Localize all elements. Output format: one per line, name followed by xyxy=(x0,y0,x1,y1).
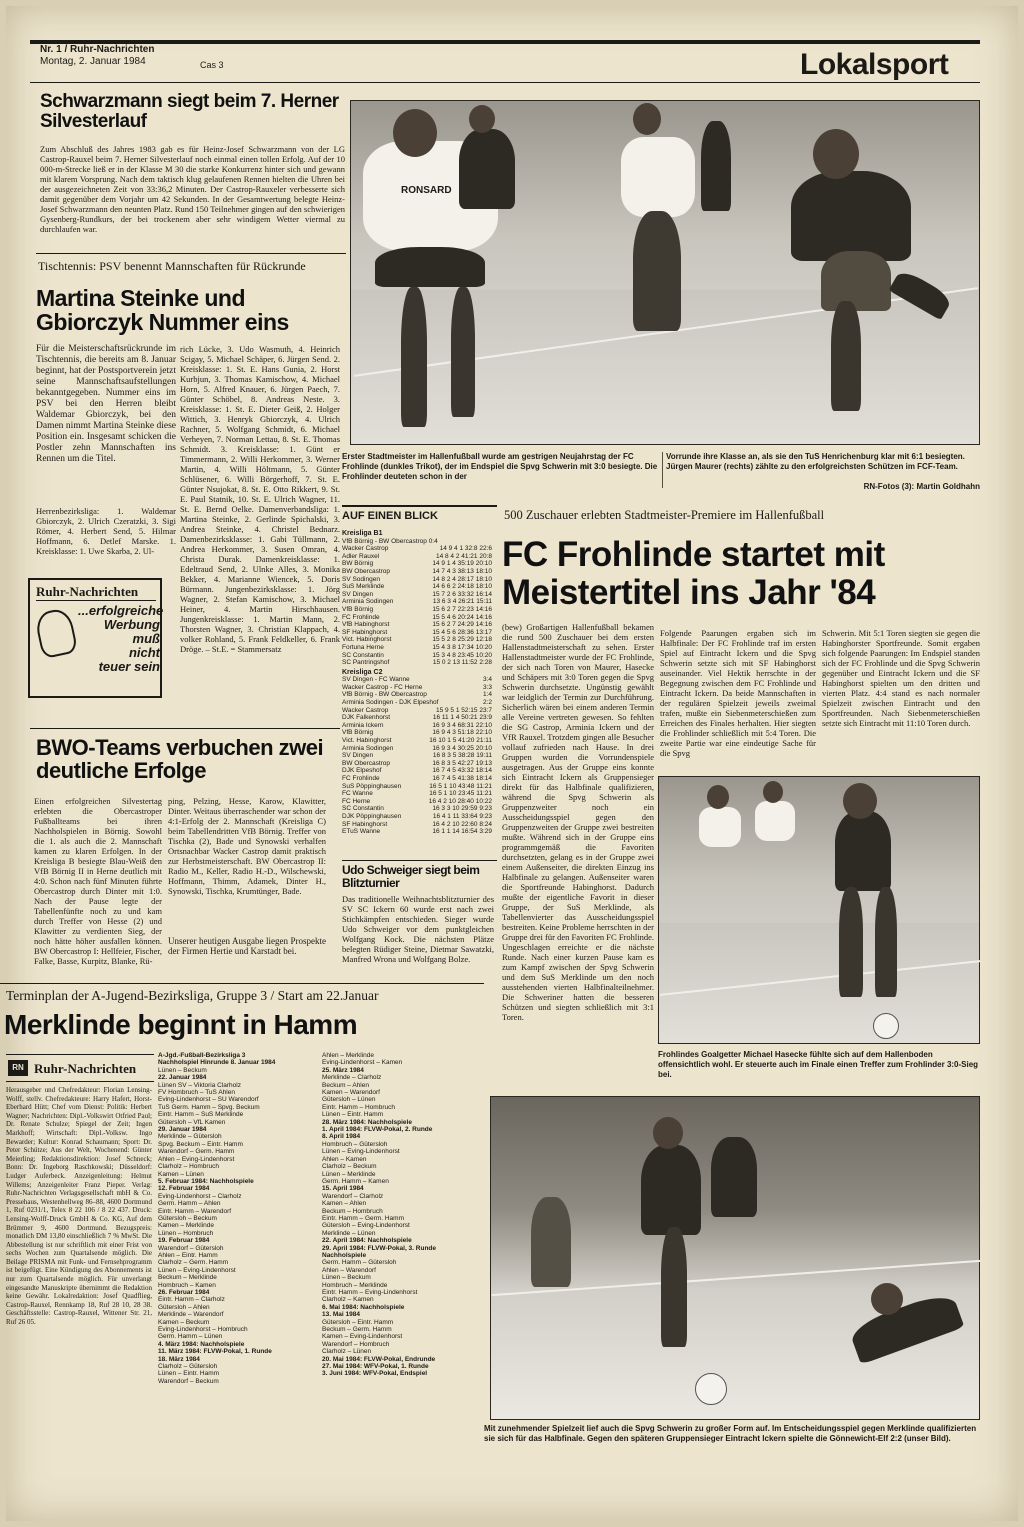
schedule-match: Clarholz – Hombruch xyxy=(158,1163,220,1171)
schedule-date: 3. Juni 1984: WFV-Pokal, Endspiel xyxy=(322,1370,428,1378)
header-rule xyxy=(30,40,980,44)
team-name: SV Dingen - FC Wanne xyxy=(342,676,410,684)
team-name: BW Obercastrop xyxy=(342,567,391,575)
team-name: Vict. Habinghorst xyxy=(342,737,392,745)
schedule-match: Gütersloh – Eving-Lindenhorst xyxy=(322,1222,410,1230)
ad-line5: teuer sein xyxy=(98,659,160,674)
schedule-date: 25. März 1984 xyxy=(322,1066,364,1074)
schedule-match: Clarholz – Gütersloh xyxy=(158,1363,218,1371)
schedule-match: Kamen – Eving-Lindenhorst xyxy=(322,1333,403,1341)
divider xyxy=(342,860,497,861)
schedule-date: 11. März 1984: FLVW-Pokal, 1. Runde xyxy=(158,1348,272,1356)
c2-standings-row xyxy=(342,798,497,806)
team-stats: 16 8 3 5 42:27 19:13 xyxy=(432,759,492,767)
schedule-match: Ahlen – Warendorf xyxy=(322,1266,376,1274)
team-stats: 13 6 3 4 26:21 15:11 xyxy=(432,598,492,606)
schedule-match: Merklinde – Lünen xyxy=(322,1229,376,1237)
art1-headline: Schwarzmann siegt beim 7. Herner Silvesterlauf xyxy=(40,91,339,132)
c2-standings-row xyxy=(342,821,497,829)
team-name: ETuS Wanne xyxy=(342,828,381,836)
schedule-date: 1. April 1984: FLVW-Pokal, 2. Runde xyxy=(322,1126,433,1134)
team-stats: 15 5 2 8 25:29 12:18 xyxy=(432,636,492,644)
issue-date: Montag, 2. Januar 1984 xyxy=(40,56,146,67)
schedule-match: Lünen SV – Viktoria Clarholz xyxy=(158,1081,241,1089)
schedule-match: Lünen – Merklinde xyxy=(322,1170,376,1178)
schedule-match: Warendorf – Gütersloh xyxy=(158,1244,224,1252)
schedule-match: Warendorf – Germ. Hamm xyxy=(158,1148,235,1156)
art3-note: Unserer heutigen Ausgabe liegen Prospekte der Firmen Hertie und Karstadt bei. xyxy=(168,936,326,956)
schedule-date: 5. Februar 1984: Nachholspiele xyxy=(158,1177,254,1185)
b1-standings-row xyxy=(342,644,497,652)
c2-standings-row xyxy=(342,813,497,821)
c2-result-row xyxy=(342,676,497,684)
schedule-date: Nachholspiele xyxy=(322,1251,367,1259)
team-name: SC Pantringshof xyxy=(342,659,390,667)
team-stats: 16 8 3 5 38:28 19:11 xyxy=(432,752,492,760)
ad-line2: Werbung xyxy=(103,617,160,632)
team-name: SuS Pöppinghausen xyxy=(342,782,402,790)
schedule-match: Eving-Lindenhorst – Hombruch xyxy=(158,1326,248,1334)
team-stats: 16 7 4 5 43:32 18:14 xyxy=(432,767,492,775)
page-code: Cas 3 xyxy=(200,60,224,70)
b1-standings-row xyxy=(342,568,497,576)
c2-standings-row xyxy=(342,767,497,775)
b1-standings-row xyxy=(342,636,497,644)
team-name: VfB Habinghorst xyxy=(342,621,390,629)
schedule-date: Nachholspiel Hinrunde 8. Januar 1984 xyxy=(158,1059,276,1067)
schedule-match: Gütersloh – Lünen xyxy=(322,1096,376,1104)
team-name: SuS Merklinde xyxy=(342,583,385,591)
art3-headline: BWO-Teams verbuchen zwei deutliche Erfolge xyxy=(36,735,324,784)
schedule-date: 6. Mai 1984: Nachholspiele xyxy=(322,1303,405,1311)
main-headline: FC Frohlinde startet mit Meistertitel ins Jahr '84 xyxy=(502,535,885,612)
divider xyxy=(36,253,346,254)
schedule-match: Ahlen – Eving-Lindenhorst xyxy=(158,1155,235,1163)
b1-standings-row xyxy=(342,621,497,629)
team-name: Wacker Castrop xyxy=(342,706,389,714)
team-stats: 15 0 2 13 11:52 2:28 xyxy=(432,659,492,667)
team-stats: 16 1 1 14 16:54 3:29 xyxy=(432,828,492,836)
team-name: FC Herne xyxy=(342,797,371,805)
team-stats: 16 9 3 4 30:25 20:10 xyxy=(432,744,492,752)
art2-headline: Martina Steinke und Gbiorczyk Nummer eins xyxy=(36,285,289,336)
c2-standings-row xyxy=(342,722,497,730)
schedule-match: Kamen – Merklinde xyxy=(158,1222,214,1230)
b1-standings-row xyxy=(342,629,497,637)
schedule-match: Eintr. Hamm – SuS Merklinde xyxy=(158,1111,244,1119)
schedule-match: Lünen – Eving-Lindenhorst xyxy=(158,1266,236,1274)
schedule-match: TuS Germ. Hamm – Spvg. Beckum xyxy=(158,1103,260,1111)
schedule-date: 22. April 1984: Nachholspiele xyxy=(322,1237,412,1245)
c2-standings-row xyxy=(342,783,497,791)
team-name: FC Frohlinde xyxy=(342,775,380,782)
team-stats: 15 4 3 8 17:34 10:20 xyxy=(432,643,492,651)
team-stats: 1:4 xyxy=(482,691,492,699)
team-stats: 16 5 1 10 23:45 11:21 xyxy=(429,790,492,798)
c2-standings-row xyxy=(342,745,497,753)
schedule-match: Merklinde – Warendorf xyxy=(158,1311,224,1319)
schedule-match: Germ. Hamm – Lünen xyxy=(158,1333,223,1341)
art2-kicker: Tischtennis: PSV benennt Mannschaften für Rückrunde xyxy=(38,259,306,273)
schedule-match: Eving-Lindenhorst – SU Warendorf xyxy=(158,1096,259,1104)
shirt-text: RONSARD xyxy=(401,185,452,196)
schedule-match: Lünen – Eving-Lindenhorst xyxy=(322,1148,400,1156)
schedule-match: Beckum – Hombruch xyxy=(322,1207,383,1215)
schedule-match: Ahlen – Merklinde xyxy=(322,1052,375,1059)
team-stats: 16 9 4 3 51:18 22:10 xyxy=(432,729,492,737)
team-name: VfB Börnig xyxy=(342,605,374,613)
schedule-match: Eintr. Hamm – Eving-Lindenhorst xyxy=(322,1289,418,1296)
schedule-match: Gütersloh – Ahlen xyxy=(158,1303,210,1311)
hand-icon xyxy=(34,607,79,659)
masthead xyxy=(40,44,154,68)
schedule-date: 13. Mai 1984 xyxy=(322,1311,360,1319)
main-body-col2: Folgende Paarungen ergaben sich im Halbfinale: Der FC Frohlinde traf im ersten Spiel auf Eintracht Ickern und die Spvg Schwerin setzte sich mit SF Habinghorst auseinander. Viel Hektik herrschte in der Begegnung zwischen dem FC Frohlinde und Eintracht Ickern. Da beide Mannschaften in der regulären Spielzeit jeweils zweimal trafen, mußte ein Siebenmeterschießen zum Erreichen des Finales herhalten. Hier siegten die Frohlinder schließlich mit 5:4 Toren. Die zweite Partie war eine eindeutige Sache für die Spvg xyxy=(660,628,816,758)
schedule-match: Lünen – Eintr. Hamm xyxy=(158,1370,220,1378)
team-name: SF Habinghorst xyxy=(342,820,388,828)
c2-standings-row xyxy=(342,760,497,768)
schedule-match: Gütersloh – Beckum xyxy=(158,1214,217,1222)
photo1-caption-right: Vorrunde ihre Klasse an, als sie den TuS Henrichenburg klar mit 6:1 besiegten. Jürgen Maurer (rechts) zählte zu den erfolgreichsten Schützen im FCF-Team. xyxy=(666,452,965,471)
schedule-match: Warendorf – Hombruch xyxy=(322,1340,390,1348)
team-stats: 3:4 xyxy=(482,676,492,684)
team-name: BW Börnig xyxy=(342,560,374,568)
schedule-match: Eving-Lindenhorst – Clarholz xyxy=(158,1192,242,1200)
header-divider xyxy=(30,82,980,83)
c2-result-row xyxy=(342,691,497,699)
team-name: Adler Rauxel xyxy=(342,552,380,560)
b1-standings-row xyxy=(342,545,497,553)
table-title: AUF EINEN BLICK xyxy=(342,510,438,522)
team-name: SV Dingen xyxy=(342,590,374,598)
schedule-date: 4. März 1984: Nachholspiele xyxy=(158,1340,245,1348)
c2-standings-row xyxy=(342,828,497,836)
schedule-date: 27. Mai 1984: WFV-Pokal, 1. Runde xyxy=(322,1363,429,1371)
ad-brand: Ruhr-Nachrichten xyxy=(36,584,156,601)
schedule-date: 29. April 1984: FLVW-Pokal, 3. Runde xyxy=(322,1244,437,1252)
team-name: Arminia Sodingen xyxy=(342,598,394,606)
c2-standings-row xyxy=(342,790,497,798)
standings-table xyxy=(342,530,497,836)
main-kicker: 500 Zuschauer erlebten Stadtmeister-Premiere im Hallenfußball xyxy=(504,508,825,522)
team-name: Arminia Sodingen - DJK Elpeshof xyxy=(342,699,439,707)
team-stats: 15 5 4 6 20:24 14:16 xyxy=(432,613,492,621)
c2-standings-row xyxy=(342,707,497,715)
schedule-match: Beckum – Merklinde xyxy=(158,1274,217,1282)
divider xyxy=(342,505,497,507)
team-name: SC Constantin xyxy=(342,805,384,813)
photo1-caption-left: Erster Stadtmeister im Hallenfußball wurde am gestrigen Neujahrstag der FC Frohlinde (dunkles Trikot), der im Endspiel die Spvg Schwerin mit 3:0 besiegte. Die Frohlinder deuteten schon in der xyxy=(342,452,658,481)
section-title: Lokalsport xyxy=(800,48,949,81)
team-stats: 14 9 4 1 32:8 22:6 xyxy=(439,545,492,553)
art4-body: Das traditionelle Weihnachtsblitzturnier des SV SC Ickern 60 wurde erst nach zwei Stichkämpfen entschieden. Sieger wurde Udo Schweiger vor dem punktgleichen Wolfgang Kock. Die nächsten Plätze belegten Rüdiger Steine, Dietmar Sawatzki, Manfred Wrona und Wolfgang Bolze. xyxy=(342,894,494,964)
schedule-match: Eintr. Hamm – Germ. Hamm xyxy=(322,1214,404,1222)
rn-logo: RN xyxy=(8,1060,28,1076)
team-stats: 2:2 xyxy=(482,699,492,707)
b1-standings-row xyxy=(342,591,497,599)
team-name: Arminia Ickern xyxy=(342,721,384,729)
b1-standings-row xyxy=(342,598,497,606)
team-name: Wacker Castrop xyxy=(342,545,389,553)
team-stats: 16 3 3 10 29:59 9:23 xyxy=(432,805,492,813)
team-stats: 15 7 2 6 33:32 16:14 xyxy=(432,590,492,598)
schedule-date: 22. Januar 1984 xyxy=(158,1074,207,1082)
team-stats: 16 4 2 10 22:60 8:24 xyxy=(432,820,492,828)
photo-hallenfussball-3 xyxy=(490,1096,980,1420)
schedule-match: Beckum – Ahlen xyxy=(322,1081,369,1089)
team-name: Vict. Habinghorst xyxy=(342,636,392,644)
c2-result-row xyxy=(342,699,497,707)
ad-line1: ...erfolgreiche xyxy=(78,603,164,618)
team-name: FC Frohlinde xyxy=(342,613,380,621)
c2-standings-row xyxy=(342,714,497,722)
c2-standings-row xyxy=(342,775,497,783)
team-stats: 15 3 4 8 23:45 10:20 xyxy=(432,651,492,659)
schedule-match: Eving-Lindenhorst – Kamen xyxy=(322,1059,403,1067)
caption-divider xyxy=(662,452,663,488)
team-stats: 14 9 1 4 35:19 20:10 xyxy=(432,560,492,568)
impressum-brand: Ruhr-Nachrichten xyxy=(34,1061,137,1076)
photo3-caption: Mit zunehmender Spielzeit lief auch die Spvg Schwerin zu großer Form auf. Im Entscheidungsspiel gegen Merklinde qualifizierten sie sich für das Halbfinale. Gegen den späteren Gruppensieger Eintracht Ickern spielte die Gönnewicht-Elf 2:2 (unser Bild). xyxy=(484,1424,977,1443)
b1-standings-row xyxy=(342,614,497,622)
team-stats: 16 4 2 10 28:40 10:22 xyxy=(428,797,492,805)
art3-body-col2: ping, Pelzing, Hesse, Karow, Klawitter, Dinter. Weitaus überraschender war schon der 4:1-Erfolg der 2. Mannschaft (Kreisliga C) beim Tabellendritten VfB Börnig. Treffer von Tischka (2), Bade und Synowski verhalfen Ortsnachbar Wacker Castrop damit praktisch zur Herbstmeisterschaft. BW Obercastrop II: Radio M., Keller, Radio H.-D., Wilschewski, Hoffmann, Thimm, Adamek, Dinter H., Synowski, Tischka, Krumtünger, Bade. xyxy=(168,796,326,896)
schedule-match: Germ. Hamm – Gütersloh xyxy=(322,1259,397,1267)
team-name: Arminia Sodingen xyxy=(342,744,394,752)
team-stats: 14 8 4 2 41:21 20:8 xyxy=(435,552,492,560)
schedule-date: 20. Mai 1984: FLVW-Pokal, Endrunde xyxy=(322,1355,436,1363)
team-stats: 16 11 1 4 50:21 23:9 xyxy=(432,714,492,722)
schedule-match: Lünen – Beckum xyxy=(158,1066,207,1074)
schedule-match: Lünen – Hombruch xyxy=(158,1229,214,1237)
b1-result: VfB Börnig - BW Obercastrop 0:4 xyxy=(342,537,438,545)
schedule-match: Lünen – Beckum xyxy=(322,1274,371,1282)
schedule-match: Lünen – Eintr. Hamm xyxy=(322,1111,384,1119)
schedule-match: Germ. Hamm – Kamen xyxy=(322,1177,389,1185)
b1-standings-row xyxy=(342,576,497,584)
schedule-date: 12. Februar 1984 xyxy=(158,1185,210,1193)
schedule-match: Beckum – Germ. Hamm xyxy=(322,1326,392,1334)
art5-headline: Merklinde beginnt in Hamm xyxy=(4,1009,358,1040)
photo-hallenfussball-2 xyxy=(658,776,980,1044)
schedule-date: 19. Februar 1984 xyxy=(158,1237,210,1245)
b1-standings-row xyxy=(342,652,497,660)
b1-standings-row xyxy=(342,583,497,591)
schedule-match: Warendorf – Clarholz xyxy=(322,1192,384,1200)
schedule-date: 28. März 1984: Nachholspiele xyxy=(322,1118,412,1126)
schedule-match: Kamen – Beckum xyxy=(158,1318,210,1326)
schedule-match: Kamen – Warendorf xyxy=(322,1089,380,1097)
art3-body-col1: Einen erfolgreichen Silvestertag erlebten die Obercastroper Fußballteams bei ihren Nachholspielen in Börnig. Sowohl die 1. als auch die 2. Mannschaft kamen zu klaren Erfolgen. In der Kreisliga B besiegte Blau-Weiß den VfB Börnig II in Herne deutlich mit 4:0. Schon nach fünf Minuten führte Obercastrop durch Dinter mit 1:0. Nach der Pause legte der Tabellenfünfte noch zu und kam durch Treffer von Hesse (2) und Klawitter zu verdienten Sieg, der noch hätte höher ausfallen können. BW Obercastrop I: Hellfeier, Fischer, Falke, Basse, Kurpitz, Blanke, Rü- xyxy=(34,796,162,966)
team-name: VfB Börnig xyxy=(342,729,374,737)
schedule-col1 xyxy=(158,1052,318,1462)
team-stats: 16 5 1 10 43:48 11:21 xyxy=(429,782,492,790)
team-stats: 14 8 2 4 28:17 18:10 xyxy=(432,575,492,583)
art2-body-col2: rich Lücke, 3. Udo Wasmuth, 4. Heinrich Scigay, 5. Michael Schäper, 6. Jürgen Send. 2. Kreisklasse: 1. St. E. Hans Gunia, 2. Horst Kurbjun, 3. Thomas Kamischow, 4. Michael Horn, 5. Alfred Knauer, 6. Jürgen Paech, 7. Günter Schöbel, 8. Andreas Neste. 3. Kreisklasse: 1. St. E. Dieter Geiß, 2. Holger Wittich, 3. Henryk Gbiorczyk, 4. Ulrich Rachner, 5. Wolfgang Schmidt, 6. Michael Verheyen, 7. Norman Lettau, 8. St. E. Thomas Schmidt. 3. Kreisklasse: 1. Günt er Timmermann, 2. Willi Herkommer, 3. Werner Martin, 4. Willi Höltmann, 5. Günter Schlüsener, 6. Willi Börgerhoff, 7. St. E. Günter Nsujokat, 8. St. E. Otto Rikkert, 9. St. E. Paul Statnik, 10. St. E. Ulrich Wagner, 11. St. E. Bernd Oelke. Damenverbandsliga: 1. Martina Steinke, 2. Gerlinde Spichalski, 3. Andrea Steinke, 4. Christel Bednarz. Damenbezirksklasse: 1. Gabi Tüllmann, 2. Andrea Herkommer, 3. Susen Omran, 4. Christa Durak. Damenkreisklasse: 1. Edeltraud Send, 2. Ulnke Alles, 3. Monika Bekker, 4. Marianne Wiencek, 5. Doris Bürmann. Jungenbezirksklasse: 1. Jörg Wagner, 2. Stefan Kamischow, 3. Michael Heiner, 4. Martin Hirschhausen. Jungenkreisklasse: 1. Martin Mann, 2. Thorsten Wagner, 3. Christian Klappach, 4. volker Rohland, 5. Frank Feldkeller, 6. Frank Dröge. – St.E. = Stammersatz xyxy=(180,344,340,654)
schedule-match: FV Hombruch – TuS Ahlen xyxy=(158,1089,235,1097)
photo2-caption: Frohlindes Goalgetter Michael Hasecke fühlte sich auf dem Hallenboden offensichtlich wohl. Er steuerte auch im Finale einen Treffer zum Frohlinder 3:0-Sieg bei. xyxy=(658,1050,979,1079)
schedule-match: Warendorf – Beckum xyxy=(158,1377,219,1385)
schedule-match: Eintr. Hamm – Clarholz xyxy=(158,1296,225,1304)
team-name: FC Wanne xyxy=(342,790,373,798)
team-stats: 16 9 3 4 68:31 22:10 xyxy=(432,721,492,729)
schedule-match: Ahlen – Eintr. Hamm xyxy=(158,1251,218,1259)
schedule-match: Eintr. Hamm – Warendorf xyxy=(158,1207,232,1215)
schedule-date: A-Jgd.-Fußball-Bezirksliga 3 xyxy=(158,1052,246,1059)
schedule-date: 29. Januar 1984 xyxy=(158,1126,207,1134)
schedule-match: Gütersloh – VfL Kamen xyxy=(158,1118,226,1126)
schedule-match: Hombruch – Gütersloh xyxy=(322,1140,388,1148)
schedule-match: Germ. Hamm – Ahlen xyxy=(158,1200,221,1208)
impressum-header xyxy=(6,1054,154,1082)
team-name: SV Sodingen xyxy=(342,575,380,583)
b1-standings-row xyxy=(342,553,497,561)
main-body-col3: Schwerin. Mit 5:1 Toren siegten sie gegen die Habinghorster Sportfreunde. Somit ergaben sich folgende Paarungen: Im Endspiel standen sich der FC Frohlinde und die Spvg Schwerin gegenüber und Eintracht Ickern und die SF Habinghorst spielten um den dritten und vierten Platz. 4:4 stand es nach normaler Spielzeit zwischen Eintracht und den Sportfreunden. Nach Siebenmeterschießen setzte sich Eintracht mit 11:10 Toren durch. xyxy=(822,628,980,728)
c2-standings-row xyxy=(342,752,497,760)
ad-line3: muß xyxy=(132,631,160,646)
team-stats: 15 4 5 6 28:36 13:17 xyxy=(432,628,492,636)
b1-standings-row xyxy=(342,659,497,667)
schedule-date: 26. Februar 1984 xyxy=(158,1289,210,1296)
team-stats: 16 4 1 11 33:64 9:23 xyxy=(432,812,492,820)
schedule-match: Hombruch – Kamen xyxy=(158,1281,216,1289)
impressum-body: Herausgeber und Chefredakteur: Florian Lensing-Wolff, stellv. Chefredakteure: Harry Hafert, Horst-Eberhard Hütt; Chef vom Dienst: Politik: Herbert Wagner; Nachrichten: Dipl.-Volkswirt Otfried Paul; Dr. Renate Schulze; Spiegel der Zeit; Ingen Markhoff; Wirtschaft: Dipl.-Volksw. Ingo Bewarder; Kultur: Konrad Schaumann; Sport: Dr. Peter Schütze; Aus der Welt, Wochenend: Günter Meierling; Redaktionsdirektion: Josef Schneck; Bonn: Dr. Ingeborg Raschkowski; Düsseldorf: Ludger Auferbeck. Anzeigenleitung: Helmut Willems; Anzeigenleiter Franz Pieper. Verlag: Ruhr-Nachrichten Verlagsgesellschaft mbH & Co. Pressehaus, Westenhellweg 86–88, 4600 Dortmund 1, Ruf 0231/1, Telex 8 22 106 / 8 22 437. Druck: Lensing-Wolff-Druck GmbH & Co. KG, Auf dem Brümmer 9, 4600 Dortmund. Bezugspreis: monatlich DM 13,80 einschließlich 7 % MwSt. Die Abbestellung ist nur schriftlich mit einer Frist von sechs Wochen zum Quartalsende möglich. Die Beilage PRISMA mit Funk- und Fernsehprogramm ist beigefügt. Eine Kündigung des Abonnements ist nur zum Quartalsende möglich. Für unverlangt eingesandte Manuskripte übernimmt die Redaktion keine Gewähr. Lokalredaktion: Josef Quadflieg, Castrop-Rauxel, Rennkamp 18, Ruf 28 10, 28 38. Geschäftsstelle: Castrop-Rauxel, Wittener Str. 21, Ruf 26 05. xyxy=(6,1086,152,1327)
c2-result-row xyxy=(342,684,497,692)
schedule-match: Merklinde – Clarholz xyxy=(322,1074,382,1082)
schedule-date: 8. April 1984 xyxy=(322,1133,361,1141)
schedule-date: 18. März 1984 xyxy=(158,1355,200,1363)
team-stats: 14 6 6 2 24:18 18:10 xyxy=(432,583,492,591)
team-name: SV Dingen xyxy=(342,752,374,760)
team-name: Fortuna Herne xyxy=(342,643,384,651)
divider xyxy=(0,983,484,984)
ad-line4: nicht xyxy=(128,645,160,660)
team-stats: 15 6 2 7 24:29 14:16 xyxy=(432,621,492,629)
team-stats: 3:3 xyxy=(482,683,492,691)
team-name: Wacker Castrop - FC Herne xyxy=(342,683,423,691)
schedule-match: Kamen – Ahlen xyxy=(322,1200,367,1208)
team-name: DJK Pöppinghausen xyxy=(342,812,402,820)
divider xyxy=(30,728,340,729)
team-stats: 14 7 4 3 38:13 18:10 xyxy=(432,567,492,575)
schedule-match: Eintr. Hamm – Hombruch xyxy=(322,1103,395,1111)
team-name: SC Constantin xyxy=(342,651,384,659)
team-stats: 16 7 4 5 41:38 18:14 xyxy=(432,775,492,782)
c2-standings-row xyxy=(342,729,497,737)
main-body-col1: (bew) Großartigen Hallenfußball bekamen die rund 500 Zuschauer bei dem ersten Hallenstadtmeisterschaft zu sehen. Erster Hallenstadtmeister wurde der FC Frohlinde, der sich nach Toren von Maurer, Hasecke und Schäpers mit 3:0 Toren gegen die Spvg Schwerin durchsetzte. Ungünstig gewählt war leidglich der Termin zur Durchführung. Sicherlich wären bei einem anderen Termin alle Vereine vertreten gewesen. So fehlten die SG Castrop, Arminia Ickern und der VfR Rauxel. Trotzdem gingen alle Besucher vollauf zufrieden nach Hause. In drei Gruppen wurden die Vorrundenspiele ausgetragen. Aus der Gruppe eins konnte sich Eintracht Ickern als Gruppensieger direkt für das Halbfinale qualifizieren, während die Spvg Schwerin als Gruppenzweiter noch ein Ausscheidungsspiel gegen den Gruppenzweiten der Gruppe zwei bestreiten mußte. Während sich in der Gruppe eins programmgemäß die Favoriten durchsetzten, gelang es in der Gruppe zwei einem Außenseiter, die direkten Einzug ins Halbfinale zu gelangen. Außenseiter waren die Sportfreunde Habinghorst. Dadurch mußte der eigentliche Favorit in dieser Gruppe, der SuS Merklinde, als Tabellenvierter das Ausscheidungsspiel bestreiten. Keine Probleme herrschten in der Gruppe drei für den Favoriten FC Frohlinde. Ungeschlagen erreichte er die nächste Runde. Nach einer kurzen Pause kam es zum Kampf zwischen der Spvg Schwerin und dem SuS Merklinde um den noch ausstehenden vierten Halbfinalteilnehmer. Die Schweriner hatten die besseren Schützen und siegten schließlich mit 3:1 Toren. xyxy=(502,622,654,1022)
b1-standings-row xyxy=(342,606,497,614)
art2-body-col1: Für die Meisterschaftsrückrunde im Tischtennis, die bereits am 8. Januar beginnt, hat der Postsportverein jetzt seine Mannschaftsaufstellungen bekanntgegeben. Nummer eins im PSV bei den Herren bleibt Waldemar Gbiorczyk, bei den Damen nimmt Martina Steinke diese Position ein. Insgesamt schicken die Postler zehn Mannschaften ins Rennen um die Titel. xyxy=(36,344,176,464)
advertisement xyxy=(28,578,162,698)
art5-kicker: Terminplan der A-Jugend-Bezirksliga, Gruppe 3 / Start am 22.Januar xyxy=(6,988,379,1003)
issue-number: Nr. 1 / Ruhr-Nachrichten xyxy=(40,44,155,55)
team-name: VfB Börnig - BW Obercastrop xyxy=(342,691,427,699)
art2-body-col1b: Herrenbezirksliga: 1. Waldemar Gbiorczyk, 2. Ulrich Czeratzki, 3. Sigi Römer, 4. Herbert Send, 5. Hilmar Hoffmann, 6. Detlef Marske. 1. Kreisklasse: 1. Uwe Skarba, 2. Ul- xyxy=(36,506,176,556)
schedule-match: Ahlen – Kamen xyxy=(322,1155,367,1163)
schedule-col2 xyxy=(322,1052,482,1462)
schedule-match: Clarholz – Kamen xyxy=(322,1296,374,1304)
photo-credit: RN-Fotos (3): Martin Goldhahn xyxy=(863,482,980,491)
team-name: DJK Elpeshof xyxy=(342,767,382,775)
team-name: DJK Falkenhorst xyxy=(342,714,391,722)
team-name: BW Obercastrop xyxy=(342,759,391,767)
photo-hallenfussball-1 xyxy=(350,100,980,445)
team-stats: 15 6 2 7 22:23 14:16 xyxy=(432,605,492,613)
art1-body: Zum Abschluß des Jahres 1983 gab es für Heinz-Josef Schwarzmann von der LG Castrop-Rauxel beim 7. Herner Silvesterlauf noch einmal einen tollen Erfolg. Auf der 10 000-m-Strecke ließ er in der Klasse M 30 die starke Konkurrenz hinter sich und gewann mit klarem Vorsprung. Nach dem taktisch klug gelaufenen Rennen hielten die Uhren bei der ausgezeichneten Zeit von 33:36,2 Minuten. Der Castrop-Rauxeler verbesserte sich damit gegenüber dem Vorjahr um 42 Sekunden. In der Gesamtwertung belegte Heinz-Josef Schwarzmann den neunten Platz. Rund 150 Teilnehmer gingen auf den schwierigen Gysenberg-Rundkurs, der bei trockenem aber sehr windigem Wetter viermal zu durchlaufen war. xyxy=(40,144,345,234)
schedule-match: Hombruch – Merklinde xyxy=(322,1281,388,1289)
schedule-match: Kamen – Lünen xyxy=(158,1170,204,1178)
schedule-match: Gütersloh – Eintr. Hamm xyxy=(322,1318,394,1326)
c2-label: Kreisliga C2 xyxy=(342,668,383,676)
c2-standings-row xyxy=(342,805,497,813)
b1-standings-row xyxy=(342,560,497,568)
team-stats: 16 10 1 5 41:20 21:11 xyxy=(429,737,492,745)
b1-label: Kreisliga B1 xyxy=(342,530,383,537)
team-stats: 15 9 5 1 52:15 23:7 xyxy=(435,706,492,714)
schedule-match: Spvg. Beckum – Eintr. Hamm xyxy=(158,1140,243,1148)
schedule-date: 15. April 1984 xyxy=(322,1185,364,1193)
team-name: SF Habinghorst xyxy=(342,628,388,636)
c2-standings-row xyxy=(342,737,497,745)
schedule-match: Clarholz – Germ. Hamm xyxy=(158,1259,229,1267)
art4-headline: Udo Schweiger siegt beim Blitzturnier xyxy=(342,863,480,890)
schedule-match: Clarholz – Lünen xyxy=(322,1348,372,1356)
schedule-match: Clarholz – Beckum xyxy=(322,1163,377,1171)
schedule-match: Merklinde – Gütersloh xyxy=(158,1133,222,1141)
